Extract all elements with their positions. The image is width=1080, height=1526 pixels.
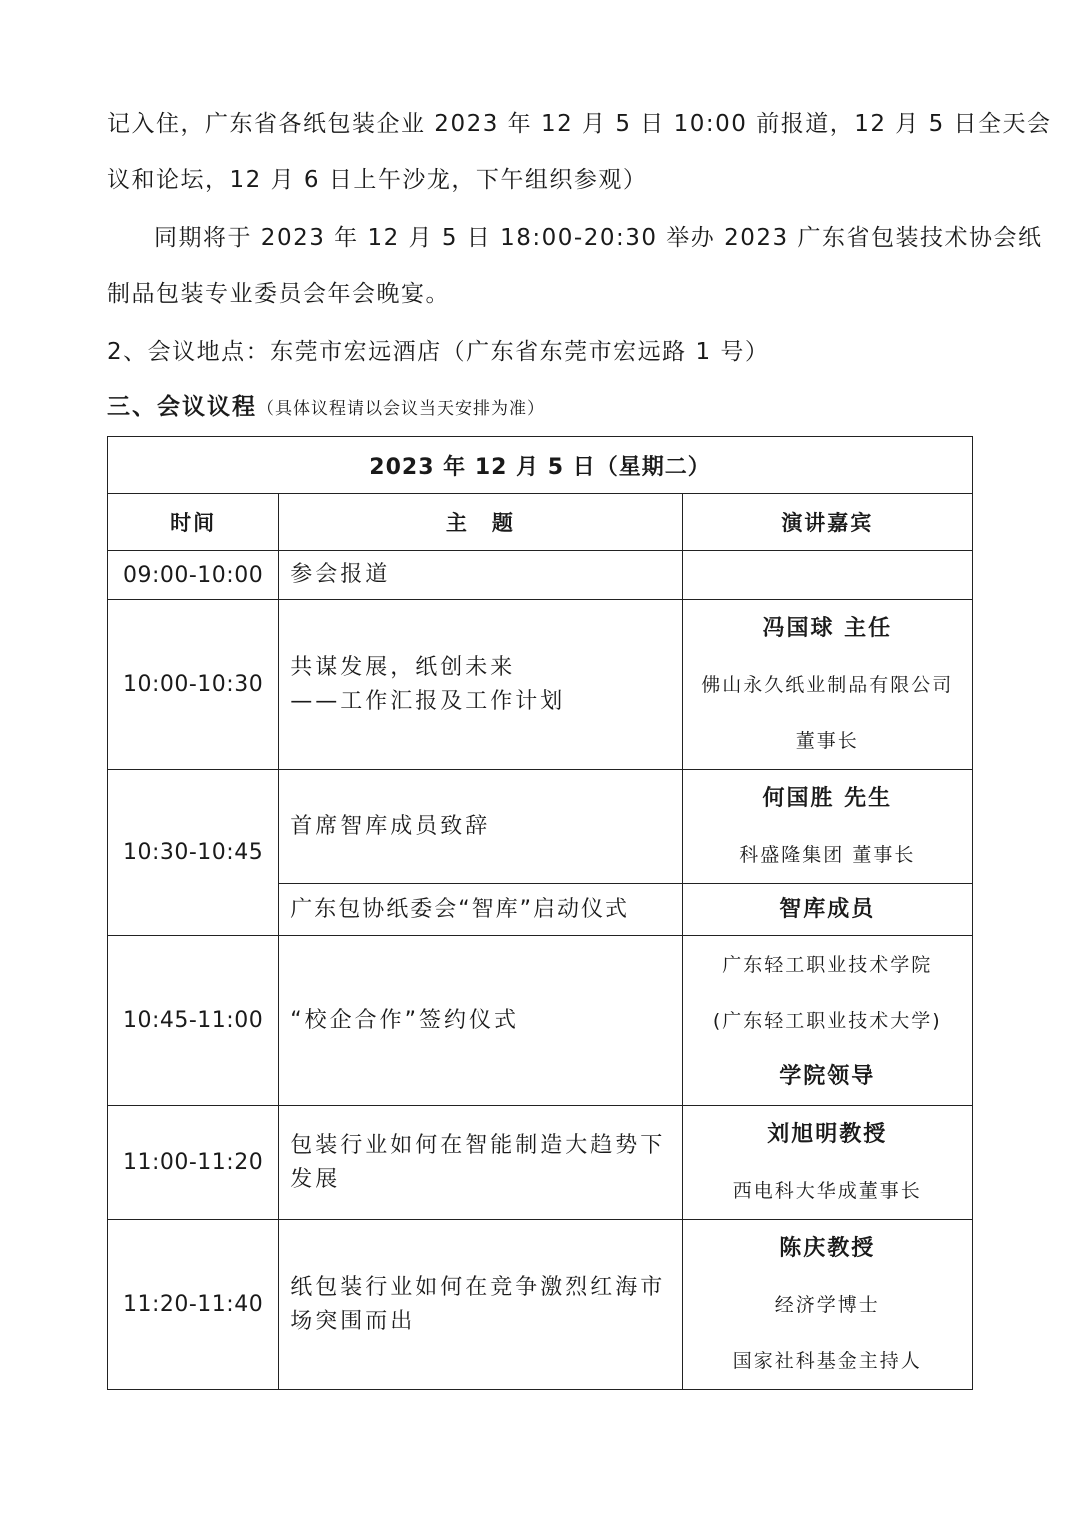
topic-cell: 广东包协纸委会“智库”启动仪式 <box>279 884 682 936</box>
speaker-org: 佛山永久纸业制品有限公司 <box>701 673 954 696</box>
topic-cell <box>279 600 682 770</box>
time-cell: 10:45-11:00 <box>108 936 279 1106</box>
date-header-row <box>108 437 973 494</box>
time-cell: 10:30-10:45 <box>108 770 279 936</box>
venue-paragraph <box>107 324 977 380</box>
topic-cell <box>279 1106 682 1220</box>
speaker-org-alt: (广东轻工职业技术大学) <box>712 1009 942 1032</box>
topic-cell: 参会报道 <box>279 551 682 600</box>
time-cell: 09:00-10:00 <box>108 551 279 600</box>
speaker-cell <box>682 936 972 1106</box>
topic-line: 共谋发展，纸创未来 <box>290 654 516 680</box>
table-row <box>108 1220 973 1390</box>
topic-cell: “校企合作”签约仪式 <box>279 936 682 1106</box>
intro-line-4: 制品包装专业委员会年会晚宴。 <box>107 281 450 307</box>
venue-line: 2、会议地点：东莞市宏远酒店（广东省东莞市宏远路 1 号） <box>107 339 770 365</box>
intro-paragraph-1 <box>107 96 1052 208</box>
speaker-cell <box>682 1220 972 1390</box>
speaker-name: 冯国球 主任 <box>762 615 893 641</box>
speaker-org: 西电科大华成董事长 <box>732 1179 922 1202</box>
topic-line: 发展 <box>290 1166 341 1192</box>
intro-line-2: 议和论坛，12 月 6 日上午沙龙，下午组织参观） <box>107 167 648 193</box>
topic-line: 纸包装行业如何在竞争激烈红海市 <box>290 1274 666 1300</box>
intro-line-3: 同期将于 2023 年 12 月 5 日 18:00-20:30 举办 2023 广东省包装技术协会纸 <box>154 225 1043 251</box>
speaker-org: 广东轻工职业技术学院 <box>722 953 933 976</box>
table-row <box>108 770 973 884</box>
speaker-name: 学院领导 <box>779 1063 876 1089</box>
speaker-org: 科盛隆集团 董事长 <box>739 843 916 866</box>
speaker-title: 董事长 <box>795 729 859 752</box>
intro-line-1: 记入住，广东省各纸包装企业 2023 年 12 月 5 日 10:00 前报道，12 月 5 日全天会 <box>107 111 1052 137</box>
topic-line: 场突围而出 <box>290 1308 416 1334</box>
table-row <box>108 600 973 770</box>
speaker-cell <box>682 600 972 770</box>
speaker-name: 陈庆教授 <box>779 1235 876 1261</box>
section-heading: 三、会议议程 <box>107 394 257 420</box>
column-header-speaker: 演讲嘉宾 <box>682 494 972 551</box>
agenda-table <box>107 436 973 1390</box>
time-cell: 11:20-11:40 <box>108 1220 279 1390</box>
speaker-credential: 经济学博士 <box>774 1293 880 1316</box>
date-header: 2023 年 12 月 5 日（星期二） <box>108 437 973 494</box>
agenda-section-title <box>107 388 545 421</box>
speaker-name: 刘旭明教授 <box>767 1121 888 1147</box>
topic-line: 包装行业如何在智能制造大趋势下 <box>290 1132 666 1158</box>
topic-line: ——工作汇报及工作计划 <box>290 688 566 714</box>
speaker-cell <box>682 770 972 884</box>
speaker-name: 何国胜 先生 <box>762 785 893 811</box>
table-row <box>108 936 973 1106</box>
speaker-credential: 国家社科基金主持人 <box>732 1349 922 1372</box>
column-header-row <box>108 494 973 551</box>
topic-cell: 首席智库成员致辞 <box>279 770 682 884</box>
speaker-name: 智库成员 <box>779 896 876 922</box>
table-row <box>108 551 973 600</box>
topic-cell <box>279 1220 682 1390</box>
time-cell: 10:00-10:30 <box>108 600 279 770</box>
table-row <box>108 1106 973 1220</box>
speaker-cell-empty <box>682 551 972 600</box>
time-cell: 11:00-11:20 <box>108 1106 279 1220</box>
intro-paragraph-2 <box>107 210 1043 322</box>
section-note: （具体议程请以会议当天安排为准） <box>257 399 545 419</box>
column-header-topic: 主 题 <box>279 494 682 551</box>
column-header-time: 时间 <box>108 494 279 551</box>
speaker-cell <box>682 1106 972 1220</box>
speaker-cell <box>682 884 972 936</box>
